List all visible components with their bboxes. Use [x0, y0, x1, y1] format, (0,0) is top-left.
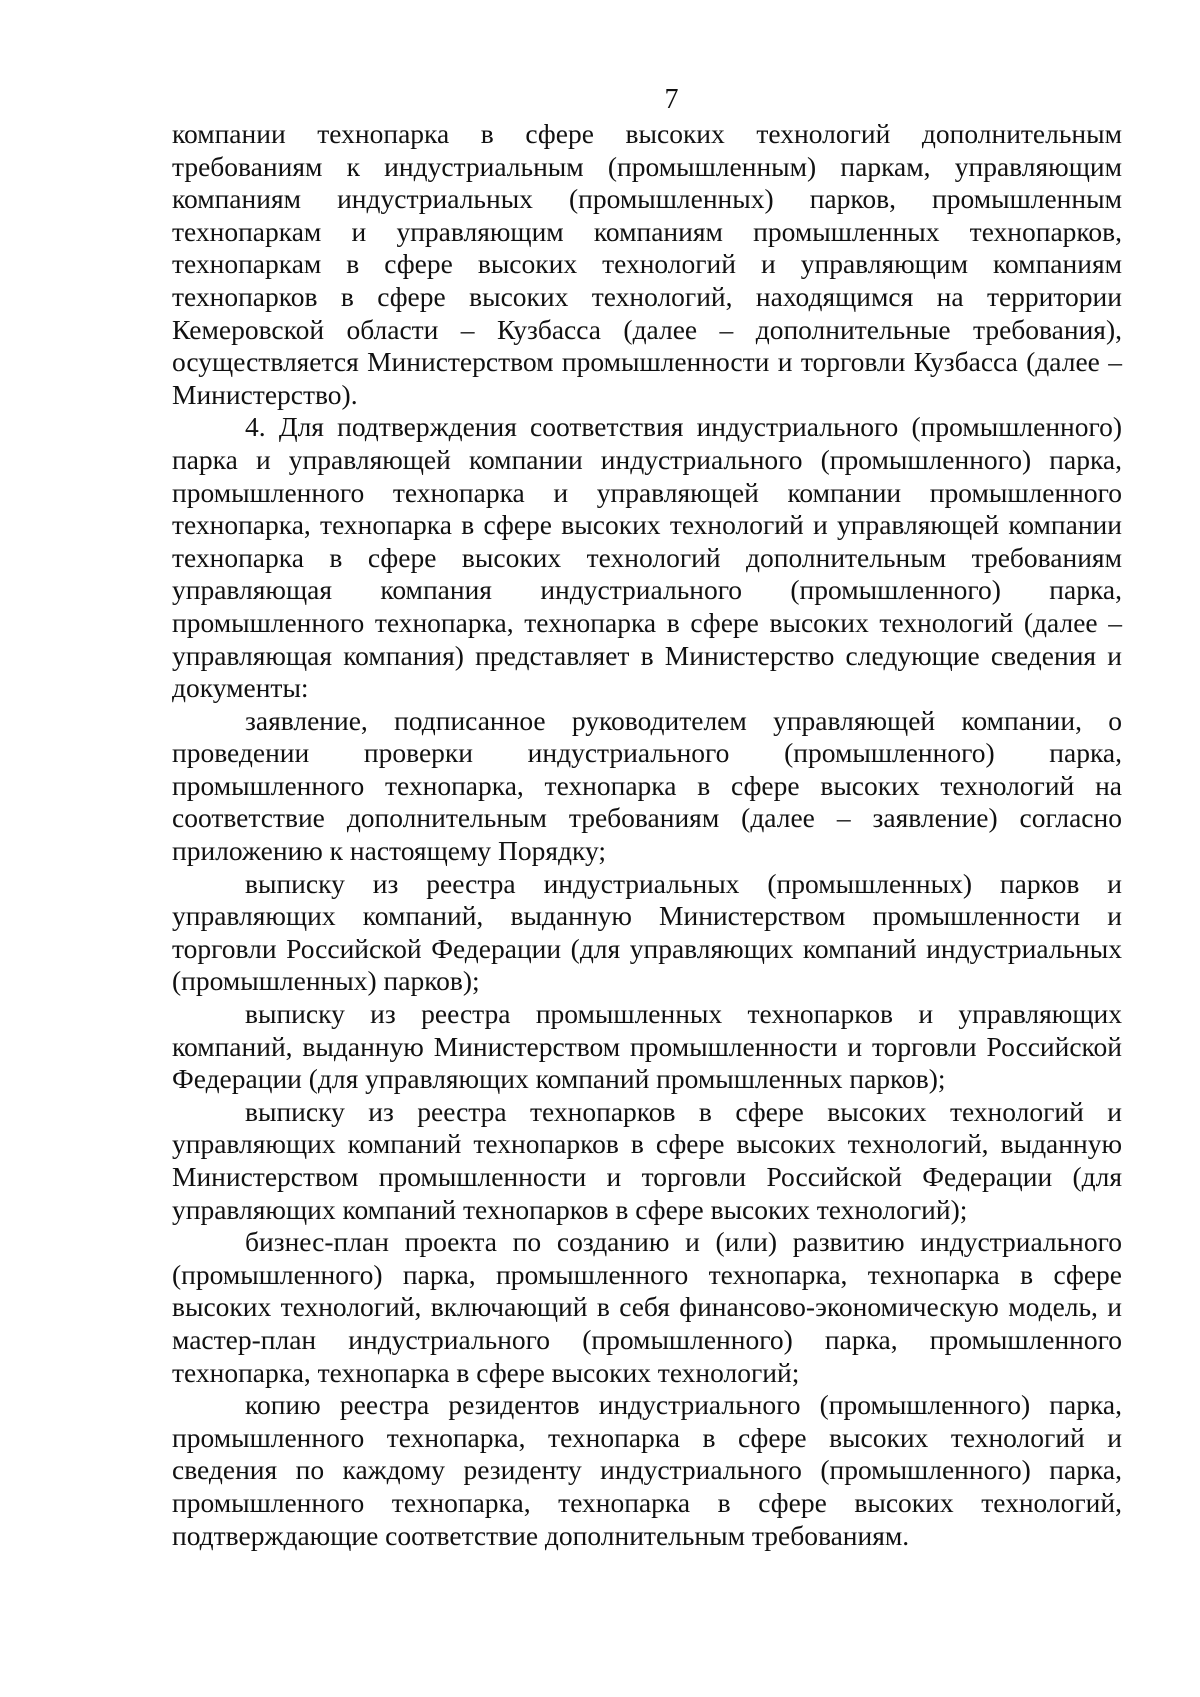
- paragraph-industrial-technoparks-extract: выписку из реестра промышленных технопарков и управляющих компаний, выданную Министерством промышленности и торговли Российской Федерации (для управляющих компаний промышленных парков);: [172, 998, 1122, 1095]
- paragraph-residents-register: копию реестра резидентов индустриального (промышленного) парка, промышленного технопарка, технопарка в сфере высоких технологий и сведения по каждому резиденту индустриального (промышленного) парка, промышленного технопарка, технопарка в сфере высоких технологий, подтверждающие соответствие дополнительным требованиям.: [172, 1389, 1122, 1551]
- paragraph-item-4: 4. Для подтверждения соответствия индустриального (промышленного) парка и управляющей компании индустриального (промышленного) парка, промышленного технопарка и управляющей компании промышленного технопарка, технопарка в сфере высоких технологий и управляющей компании технопарка в сфере высоких технологий дополнительным требованиям управляющая компания индустриального (промышленного) парка, промышленного технопарка, технопарка в сфере высоких технологий (далее – управляющая компания) представляет в Министерство следующие сведения и документы:: [172, 411, 1122, 704]
- document-body: [172, 118, 1122, 1552]
- paragraph-business-plan: бизнес-план проекта по созданию и (или) развитию индустриального (промышленного) парка, промышленного технопарка, технопарка в сфере высоких технологий, включающий в себя финансово-экономическую модель, и мастер-план индустриального (промышленного) парка, промышленного технопарка, технопарка в сфере высоких технологий;: [172, 1226, 1122, 1388]
- page-number: 7: [664, 84, 679, 115]
- paragraph-hightech-technoparks-extract: выписку из реестра технопарков в сфере высоких технологий и управляющих компаний технопарков в сфере высоких технологий, выданную Министерством промышленности и торговли Российской Федерации (для управляющих компаний технопарков в сфере высоких технологий);: [172, 1095, 1122, 1225]
- paragraph-application: заявление, подписанное руководителем управляющей компании, о проведении проверки индустриального (промышленного) парка, промышленного технопарка, технопарка в сфере высоких технологий на соответствие дополнительным требованиям (далее – заявление) согласно приложению к настоящему Порядку;: [172, 704, 1122, 867]
- paragraph-continuation: компании технопарка в сфере высоких технологий дополнительным требованиям к индустриальным (промышленным) паркам, управляющим компаниям индустриальных (промышленных) парков, промышленным технопаркам и управляющим компаниям промышленных технопарков, технопаркам в сфере высоких технологий и управляющим компаниям технопарков в сфере высоких технологий, находящимся на территории Кемеровской области – Кузбасса (далее – дополнительные требования), осуществляется Министерством промышленности и торговли Кузбасса (далее – Министерство).: [172, 118, 1122, 410]
- paragraph-industrial-parks-extract: выписку из реестра индустриальных (промышленных) парков и управляющих компаний, выданную Министерством промышленности и торговли Российской Федерации (для управляющих компаний индустриальных (промышленных) парков);: [172, 867, 1122, 997]
